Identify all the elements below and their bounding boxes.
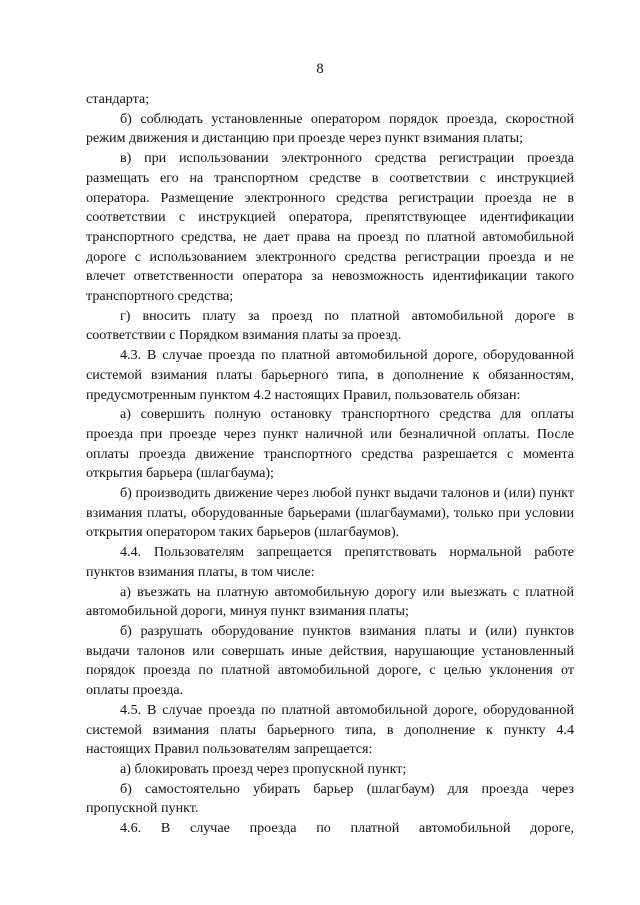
paragraph: а) блокировать проезд через пропускной пункт; [120, 760, 407, 777]
paragraph: б) соблюдать установленные оператором порядок проезда, скоростной режим движения и дистанцию при проезде через пункт взимания платы; [86, 110, 574, 147]
document-body [86, 90, 574, 839]
paragraph: г) вносить плату за проезд по платной автомобильной дороге в соответствии с Порядком взимания платы за проезд. [86, 307, 574, 344]
paragraph: б) самостоятельно убирать барьер (шлагбаум) для проезда через пропускной пункт. [86, 780, 574, 817]
paragraph: 4.3. В случае проезда по платной автомобильной дороге, оборудованной системой взимания платы барьерного типа, в дополнение к обязанностям, предусмотренным пунктом 4.2 настоящих Правил, пользователь обязан: [86, 347, 574, 403]
paragraph: 4.6. В случае проезда по платной автомобильной дороге, [120, 820, 574, 837]
paragraph: в) при использовании электронного средства регистрации проезда размещать его на транспортном средстве в соответствии с инструкцией оператора. Размещение электронного средства регистрации проезда не в соответствии с инструкцией оператора, препятствующее идентификации транспортного средства, не дает права на проезд по платной автомобильной дороге с использованием электронного средства регистрации проезда и не влечет ответственности оператора за невозможность идентификации такого транспортного средства; [86, 150, 574, 305]
paragraph: б) производить движение через любой пункт выдачи талонов и (или) пункт взимания платы, оборудованные барьерами (шлагбаумами), только при условии открытия оператором таких барьеров (шлагбаумов). [86, 485, 574, 541]
paragraph: а) въезжать на платную автомобильную дорогу или выезжать с платной автомобильной дороги, минуя пункт взимания платы; [86, 583, 574, 620]
paragraph: 4.4. Пользователям запрещается препятствовать нормальной работе пунктов взимания платы, в том числе: [86, 544, 574, 580]
page-number: 8 [316, 61, 324, 77]
paragraph: 4.5. В случае проезда по платной автомобильной дороге, оборудованной системой взимания платы барьерного типа, в дополнение к пункту 4.4 настоящих Правил пользователям запрещается: [86, 701, 574, 758]
paragraph: а) совершить полную остановку транспортного средства для оплаты проезда при проезде через пункт наличной или безналичной оплаты. После оплаты проезда движение транспортного средства разрешается с момента открытия барьера (шлагбаума); [86, 406, 574, 482]
paragraph: стандарта; [86, 91, 150, 107]
paragraph: б) разрушать оборудование пунктов взимания платы и (или) пунктов выдачи талонов или совершать иные действия, нарушающие установленный порядок проезда по платной автомобильной дороге, с целью уклонения от оплаты проезда. [86, 622, 574, 699]
